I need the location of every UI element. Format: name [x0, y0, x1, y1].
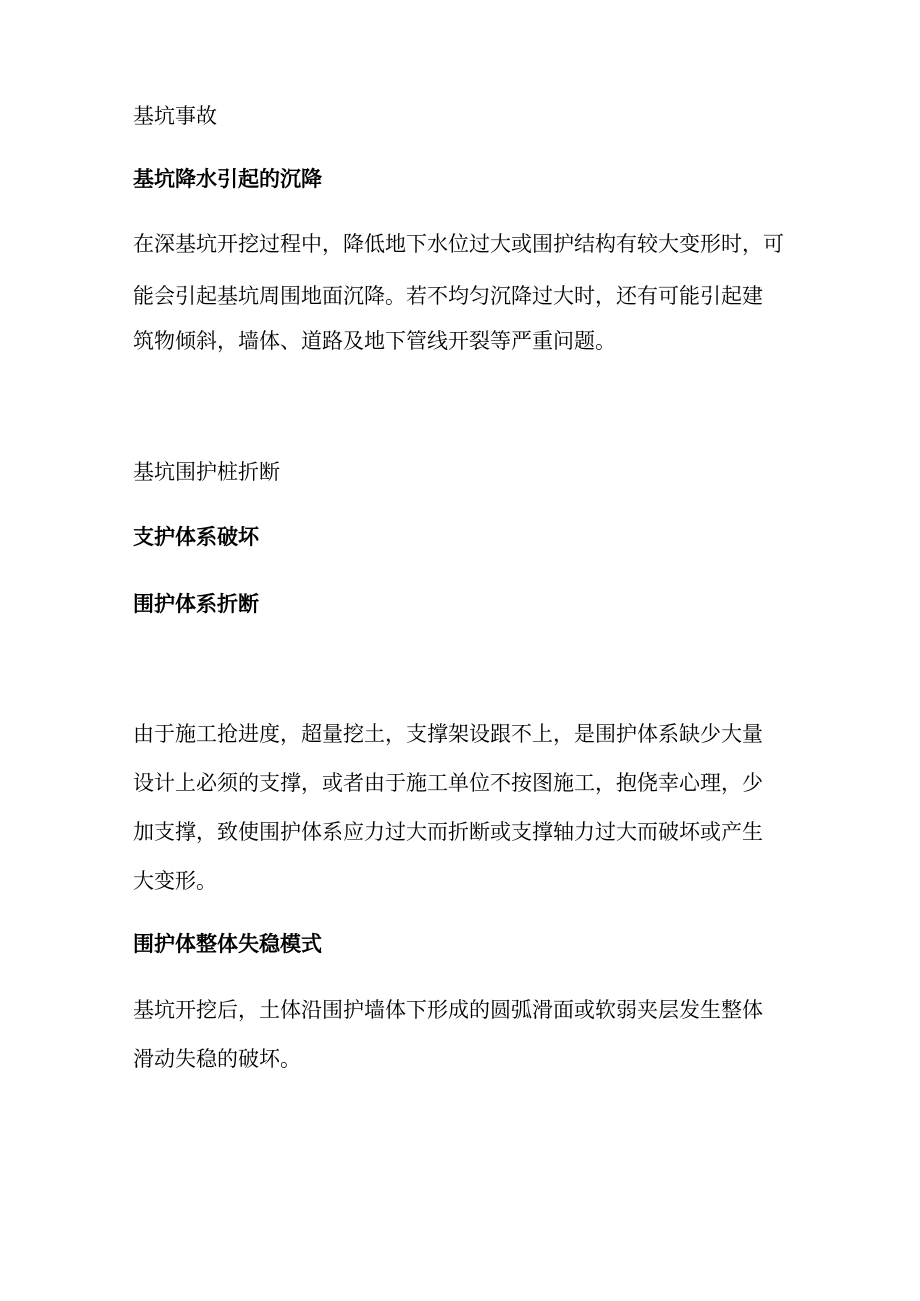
paragraph-line: 基坑开挖后，土体沿围护墙体下形成的圆弧滑面或软弱夹层发生整体 — [133, 998, 763, 1022]
section-title: 基坑围护桩折断 — [133, 460, 280, 484]
section-heading: 支护体系破坏 — [133, 525, 259, 549]
paragraph-line: 加支撑，致使围护体系应力过大而折断或支撑轴力过大而破坏或产生 — [133, 820, 763, 844]
paragraph-line: 能会引起基坑周围地面沉降。若不均匀沉降过大时，还有可能引起建 — [133, 284, 763, 308]
paragraph-line: 筑物倾斜，墙体、道路及地下管线开裂等严重问题。 — [133, 329, 616, 353]
section-heading: 基坑降水引起的沉降 — [133, 167, 322, 191]
paragraph-line: 滑动失稳的破坏。 — [133, 1047, 301, 1071]
paragraph-line: 设计上必须的支撑，或者由于施工单位不按图施工，抱侥幸心理，少 — [133, 771, 763, 795]
section-heading: 围护体系折断 — [133, 592, 259, 616]
section-heading: 围护体整体失稳模式 — [133, 932, 322, 956]
section-title: 基坑事故 — [133, 104, 217, 128]
paragraph-line: 大变形。 — [133, 869, 217, 893]
paragraph-line: 在深基坑开挖过程中，降低地下水位过大或围护结构有较大变形时，可 — [133, 232, 784, 256]
paragraph-line: 由于施工抢进度，超量挖土，支撑架设跟不上，是围护体系缺少大量 — [133, 722, 763, 746]
